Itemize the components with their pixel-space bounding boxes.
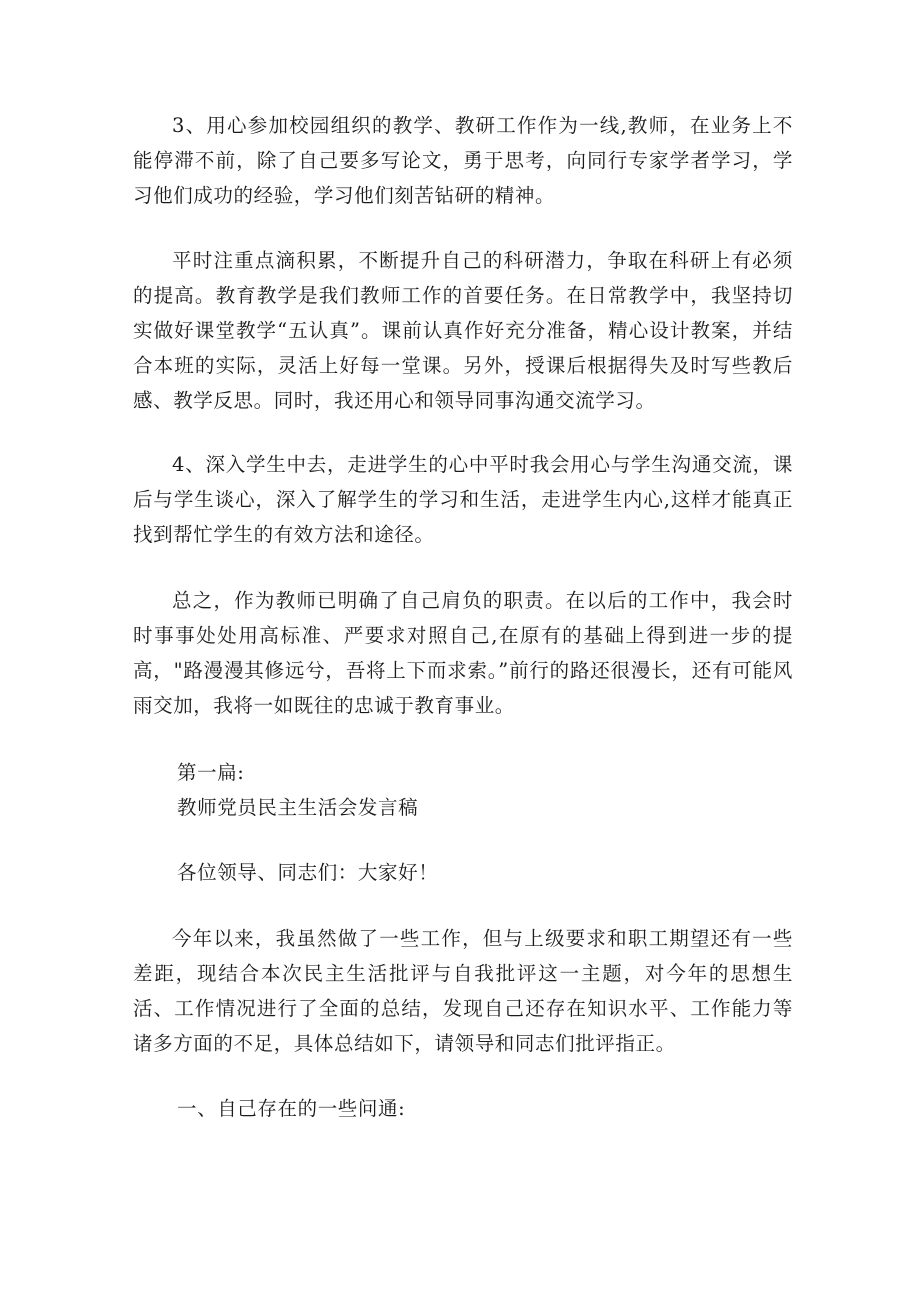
paragraph-conclusion: 总之，作为教师已明确了自己肩负的职责。在以后的工作中，我会时时事事处处用高标准、严要求对照自己,在原有的基础上得到进一步的提高，"路漫漫其修远兮，吾将上下而求索。”前行的路还很漫长，还有可能风雨交加，我将一如既往的忠诚于教育事业。 <box>133 589 793 717</box>
paragraph-point-4: 4、深入学生中去，走进学生的心中平时我会用心与学生沟通交流，课后与学生谈心，深入了解学生的学习和生活，走进学生内心,这样才能真正找到帮忙学生的有效方法和途径。 <box>133 453 793 546</box>
section-label: 第一扁: <box>177 761 245 784</box>
paragraph-research: 平时注重点滴积累，不断提升自己的科研潜力，争取在科研上有必须的提高。教育教学是我们教师工作的首要任务。在日常教学中，我坚持切实做好课堂教学“五认真”。课前认真作好充分准备，精心设计教案，并结合本班的实际，灵活上好每一堂课。另外，授课后根据得失及时写些教后感、教学反思。同时，我还用心和领导同事沟通交流学习。 <box>133 249 793 412</box>
intro-paragraph: 今年以来，我虽然做了一些工作，但与上级要求和职工期望还有一些差距，现结合本次民主生活批评与自我批评这一主题，对今年的思想生活、工作情况进行了全面的总结，发现自己还存在知识水平、工作能力等诸多方面的不足，具体总结如下，请领导和同志们批评指正。 <box>133 927 793 1055</box>
paragraph-point-3: 3、用心参加校园组织的教学、教研工作作为一线,教师，在业务上不能停滞不前，除了自己要多写论文，勇于思考，向同行专家学者学习，学习他们成功的经验，学习他们刻苦钻研的精神。 <box>133 114 793 207</box>
section-title: 教师党员民主生活会发言稿 <box>177 796 419 819</box>
greeting: 各位领导、同志们：大家好！ <box>177 861 439 884</box>
heading-problems: 一、自己存在的一些问通: <box>177 1097 406 1120</box>
